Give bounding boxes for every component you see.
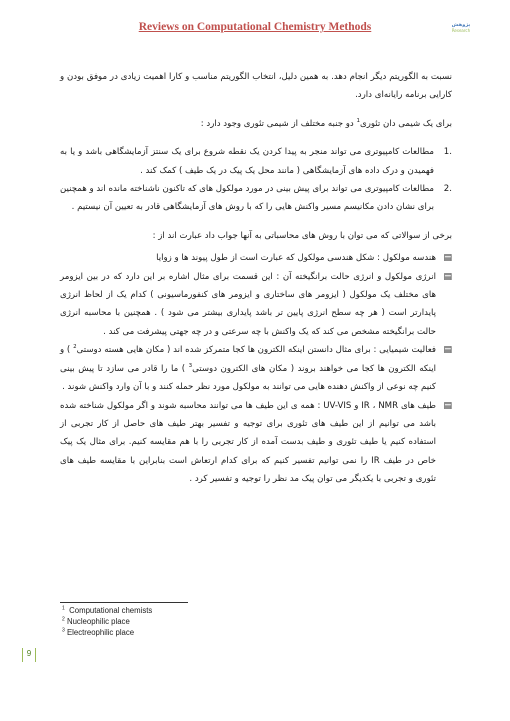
journal-logo <box>450 22 472 34</box>
footnotes <box>62 605 152 638</box>
bullet-icon: ▤ <box>443 271 452 282</box>
bullet-item <box>60 268 452 342</box>
journal-title: Reviews on Computational Chemistry Methods <box>138 21 372 33</box>
bullet-text: هندسه مولکول : شکل هندسی مولکول که عبارت است از طول پیوند ها و زوایا <box>156 253 436 264</box>
footnote <box>62 616 152 627</box>
item-number: .1 <box>443 147 452 158</box>
item-text: مطالعات کامپیوتری می تواند منجر به پیدا کردن یک نقطه شروع برای یک سنتز آزمایشگاهی باشد و یا به فهمیدن و درک داده های آزمایشگاهی ( مانند محل یک پیک در یک طیف ) کمک کند . <box>60 147 434 176</box>
lead-paragraph <box>60 115 452 133</box>
intro-paragraph: نسبت به الگوریتم دیگر انجام دهد. به همین دلیل، انتخاب الگوریتم مناسب و کارا اهمیت زیادی در موفق بودن و کارایی برنامه رایانه‌ای دارد. <box>60 72 452 101</box>
footnote-ref-3: 3 <box>188 362 193 369</box>
item-number: .2 <box>443 184 452 195</box>
bullet-item <box>60 249 452 267</box>
main-content <box>60 68 452 489</box>
page-number: 9 <box>26 649 32 658</box>
logo-line2: Research <box>451 28 471 33</box>
bullet-icon: ▤ <box>443 345 452 356</box>
lead-text-rest: دو جنبه مختلف از شیمی تئوری وجود دارد : <box>200 118 357 129</box>
bullet-icon: ▤ <box>443 253 452 264</box>
question-paragraph: برخی از سوالاتی که می توان با روش های محاسباتی به آنها جواب داد عبارت اند از : <box>152 230 452 241</box>
footnote-text: Computational chemists <box>69 606 153 615</box>
item-text: مطالعات کامپیوتری می تواند برای پیش بینی در مورد مولکول های که تاکنون ناشناخته مانده اند و همچنین برای نشان دادن مکانیسم مسیر واکنش هایی را که با روش های آزمایشگاهی قادر به تعیین آن نیستیم . <box>60 184 434 213</box>
footnote-text: Electreophilic place <box>66 628 135 637</box>
bullet-item <box>60 397 452 489</box>
footnote-number: 1 <box>62 605 65 612</box>
bullet-text <box>60 341 436 396</box>
footnote-ref-1: 1 <box>356 117 360 124</box>
bullet-text-part: فعالیت شیمیایی : برای مثال دانستن اینکه الکترون ها کجا متمرکز شده اند ( مکان هایی هسته دوستی <box>76 345 436 356</box>
footnote <box>62 627 152 638</box>
lead-text: برای یک شیمی دان تئوری <box>359 118 452 129</box>
page-header <box>0 0 510 44</box>
footnote <box>62 605 152 616</box>
numbered-item <box>60 180 452 217</box>
bullet-text: طیف های IR ، NMR و UV-VIS : همه ی این طیف ها می توانند محاسبه شوند و اگر مولکول شناخته شده باشد می توانیم از این طیف های تئوری برای توجیه و تفسیر بهتر طیف های حاصل از کار تجربی از استفاده کنیم یا طیف تئوری و طیف بدست آمده از کار تجربی را با هم مقایسه کنیم. برای مثال یک پیک خاص در طیف IR را نمی توانیم تفسیر کنیم که برای کدام ارتعاش است بنابراین با مقایسه طیف های تئوری و تجربی با یکدیگر می توان پیک مد نظر را توجیه و تفسیر کرد . <box>60 400 437 485</box>
bullet-icon: ▤ <box>443 400 452 411</box>
bullet-item <box>60 341 452 396</box>
footnote-number: 3 <box>62 627 65 634</box>
footnote-ref-2: 2 <box>73 344 77 351</box>
numbered-item <box>60 143 452 180</box>
footnote-separator <box>60 602 188 603</box>
bullet-text: انرژی مولکول و انرژی حالت برانگیخته آن : این قسمت برای مثال اشاره بر این دارد که در بین ایزومر های مختلف یک مولکول ( ایزومر های ساختاری و ایزومر های کنفورماسیونی ) کدام یک از لحاظ انرژی پایدارتر است ( هر چه سطح انرژی پایین تر باشد پایداری بیشتر می شود ) . همچنین با محاسبه انرژی حالت برانگیخته مشخص می کند که یک واکنش با چه سرعتی و در چه جهتی پیشرفت می کند . <box>60 271 436 337</box>
logo-line1: ﭘﮋﻭﻫﺶ <box>451 22 471 28</box>
footnote-number: 2 <box>62 616 65 623</box>
footnote-text: Nucleophilic place <box>66 617 130 626</box>
bullet-text-part: ) ما را قادر می سازد تا پیش بینی کنیم چه نوعی از واکنش دهنده هایی می توانند به مولکول مورد نظر حمله کنند و با آن وارد واکنش شوند . <box>60 363 436 393</box>
bullet-text-part: ) و اینکه الکترون ها کجا می خواهند بروند ( مکان های الکترون دوستی <box>60 345 437 374</box>
